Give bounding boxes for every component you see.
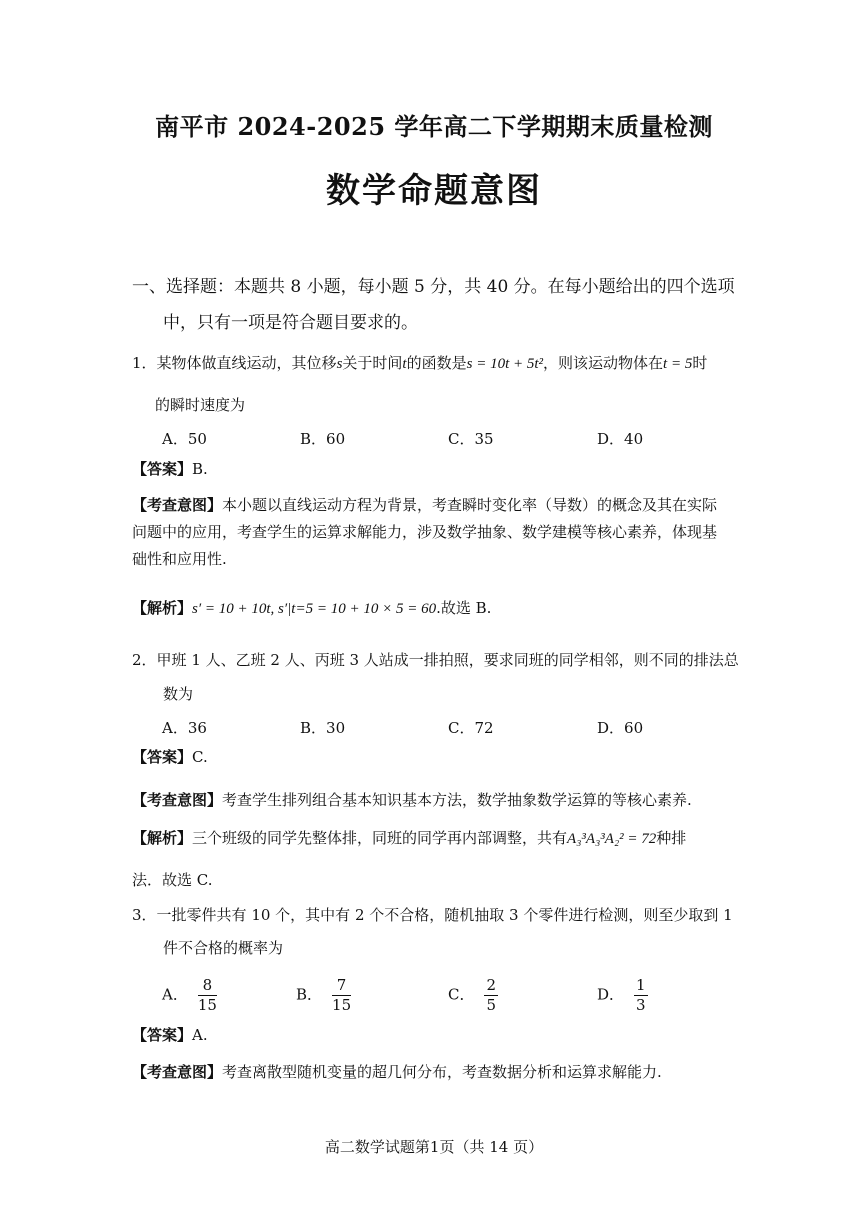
option-d xyxy=(597,976,648,1015)
denominator: 15 xyxy=(197,995,217,1014)
numerator: 1 xyxy=(636,976,646,994)
document-subtitle: 数学命题意图 xyxy=(326,171,542,211)
document-title: 南平市 2024-2025 学年高二下学期期末质量检测 xyxy=(155,112,713,141)
question-3-stem-line2: 件不合格的概率为 xyxy=(163,939,284,957)
option-c xyxy=(448,976,498,1015)
question-2-stem-line2: 数为 xyxy=(163,685,194,703)
option-c: C．35 xyxy=(448,430,494,448)
answer-value: A. xyxy=(192,1026,208,1044)
option-d: D．60 xyxy=(597,719,644,737)
option-label: B． xyxy=(296,985,323,1004)
intent-text: 考查离散型随机变量的超几何分布，考查数据分析和运算求解能力. xyxy=(222,1063,662,1081)
numerator: 8 xyxy=(198,976,217,996)
answer-value: C. xyxy=(192,748,208,766)
option-a xyxy=(162,976,217,1015)
analysis-text-line2: 法．故选 C. xyxy=(132,871,213,889)
intent-label: 【考查意图】 xyxy=(132,496,223,514)
stem-text: 一批零件共有 10 个，其中有 2 个不合格，随机抽取 3 个零件进行检测，则至少取到 1 xyxy=(156,906,733,924)
option-a: A．50 xyxy=(162,430,207,448)
question-1-stem xyxy=(132,352,707,373)
answer-row xyxy=(132,1024,208,1045)
analysis-text: 种排 xyxy=(656,829,687,847)
formula-displacement: s = 10t + 5t² xyxy=(466,356,544,372)
variable-t: t xyxy=(402,356,407,372)
intent-row xyxy=(132,1061,662,1082)
question-number: 3． xyxy=(132,906,157,924)
fraction xyxy=(634,976,648,1015)
intent-label: 【考查意图】 xyxy=(132,791,223,809)
section-heading-line2: 中，只有一项是符合题目要求的。 xyxy=(163,313,418,333)
intent-text-line2: 问题中的应用，考查学生的运算求解能力，涉及数学抽象、数学建模等核心素养，体现基 xyxy=(132,523,718,541)
denominator: 15 xyxy=(332,995,352,1014)
answer-value: B. xyxy=(192,460,208,478)
variable-s: s xyxy=(336,356,343,372)
intent-row xyxy=(132,789,692,810)
page-footer: 高二数学试题第1页（共 14 页） xyxy=(324,1138,544,1156)
numerator: 2 xyxy=(486,976,497,994)
section-heading-line1: 一、选择题：本题共 8 小题，每小题 5 分，共 40 分。在每小题给出的四个选项 xyxy=(132,277,735,297)
option-d: D．40 xyxy=(597,430,644,448)
question-2-stem xyxy=(132,649,739,670)
stem-text: 时 xyxy=(692,354,708,372)
option-b xyxy=(296,976,351,1015)
option-a: A．36 xyxy=(162,719,207,737)
analysis-text: 三个班级的同学先整体排，同班的同学再内部调整，共有 xyxy=(192,829,568,847)
analysis-formula: s′ = 10 + 10t, s′|t=5 = 10 + 10 × 5 = 60 xyxy=(192,601,437,617)
stem-text: 关于时间 xyxy=(342,354,403,372)
analysis-label: 【解析】 xyxy=(132,599,193,617)
option-label: A． xyxy=(162,985,188,1004)
option-b: B．60 xyxy=(300,430,346,448)
answer-label: 【答案】 xyxy=(132,460,193,478)
denominator: 3 xyxy=(636,995,646,1014)
fraction xyxy=(484,976,498,1015)
analysis-formula: A₃³A₃³A₂² = 72 xyxy=(567,831,657,847)
answer-row xyxy=(132,746,208,767)
intent-label: 【考查意图】 xyxy=(132,1063,223,1081)
answer-label: 【答案】 xyxy=(132,1026,193,1044)
stem-text: 某物体做直线运动，其位移 xyxy=(156,354,337,372)
condition-t: t = 5 xyxy=(663,356,693,372)
option-label: D． xyxy=(597,985,625,1004)
option-label: C． xyxy=(448,985,475,1004)
intent-row xyxy=(132,494,717,515)
answer-row xyxy=(132,458,208,479)
fraction xyxy=(332,976,351,1015)
analysis-label: 【解析】 xyxy=(132,829,193,847)
intent-text: 本小题以直线运动方程为背景，考查瞬时变化率（导数）的概念及其在实际 xyxy=(222,496,718,514)
intent-text: 考查学生排列组合基本知识基本方法，数学抽象数学运算的等核心素养. xyxy=(222,791,692,809)
question-number: 1． xyxy=(132,354,157,372)
fraction xyxy=(198,976,217,1015)
analysis-row xyxy=(132,827,686,848)
denominator: 5 xyxy=(486,995,497,1014)
analysis-row xyxy=(132,597,491,618)
numerator: 7 xyxy=(332,976,351,996)
option-c: C．72 xyxy=(448,719,494,737)
question-3-stem xyxy=(132,904,733,925)
analysis-conclusion: .故选 B. xyxy=(436,599,492,617)
stem-text: ，则该运动物体在 xyxy=(543,354,664,372)
intent-text-line3: 础性和应用性. xyxy=(132,550,227,568)
answer-label: 【答案】 xyxy=(132,748,193,766)
stem-text: 的函数是 xyxy=(406,354,467,372)
stem-text: 甲班 1 人、乙班 2 人、丙班 3 人站成一排拍照，要求同班的同学相邻，则不同的排法总 xyxy=(156,651,739,669)
question-number: 2． xyxy=(132,651,157,669)
question-1-stem-line2: 的瞬时速度为 xyxy=(155,396,246,414)
option-b: B．30 xyxy=(300,719,346,737)
